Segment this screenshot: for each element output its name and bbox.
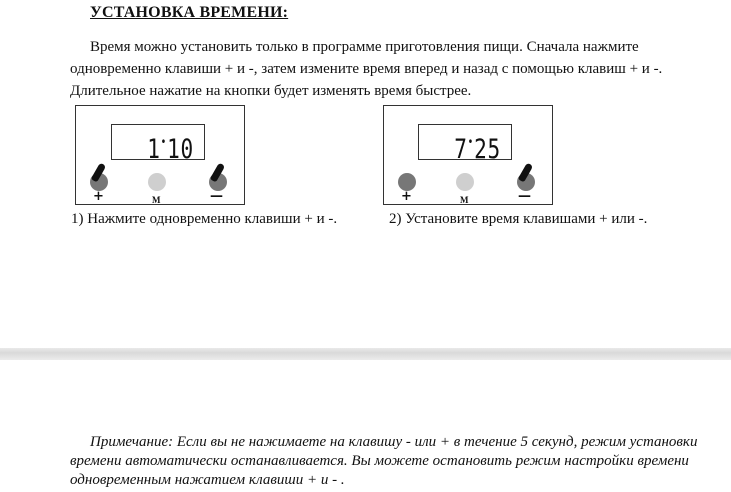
caption-step-2: 2) Установите время клавишами + или -. [389,211,648,227]
time-display [418,124,512,165]
display-minutes: 10 [167,134,194,165]
plus-label: + [93,189,104,204]
display-digits [454,128,501,164]
display-hours: 1 [147,134,161,165]
clock-icon: • [160,135,168,149]
caption-step-1: 1) Нажмите одновременно клавиши + и -. [71,211,338,227]
control-panel-step-1 [75,105,245,205]
section-heading: УСТАНОВКА ВРЕМЕНИ: [90,4,289,21]
clock-icon: • [467,135,475,149]
m-label: M [460,195,469,205]
plus-label: + [401,189,412,204]
note-paragraph: Примечание: Если вы не нажимаете на клавишу - или + в течение 5 секунд, режим установки времени автоматически останавливается. Вы можете остановить режим настройки времени одновременным нажатием клавиши + и - . [70,434,698,488]
intro-paragraph: Время можно установить только в программе приготовления пищи. Сначала нажмите одновременно клавиши + и -, затем измените время вперед и назад с помощью клавиш + и -. Длительное нажатие на кнопки будет изменять время быстрее. [70,39,663,99]
control-panel-step-2 [383,105,553,205]
minus-label: — [518,189,531,204]
m-button[interactable] [148,173,166,191]
page-separator [0,348,731,360]
display-digits [147,128,194,164]
m-label: M [152,195,161,205]
time-display [111,124,205,165]
minus-label: — [210,189,223,204]
m-button[interactable] [456,173,474,191]
display-minutes: 25 [474,134,501,165]
display-hours: 7 [454,134,468,165]
